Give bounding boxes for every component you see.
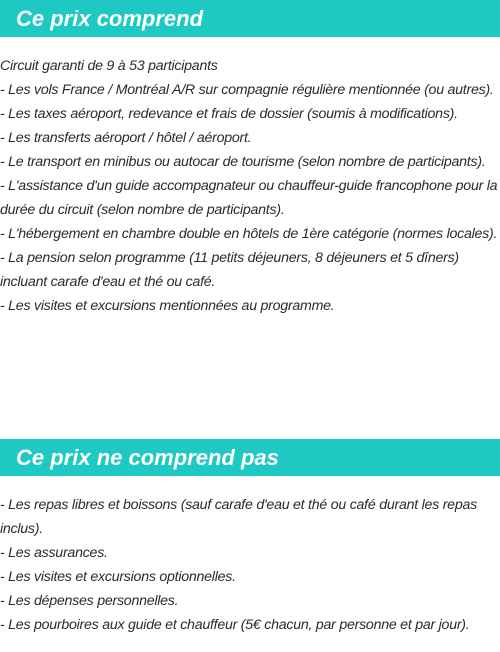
- list-item: - L'hébergement en chambre double en hôtels de 1ère catégorie (normes locales).: [0, 226, 498, 242]
- list-item: - Les transferts aéroport / hôtel / aéroport.: [0, 130, 252, 146]
- list-item: - Les assurances.: [0, 545, 108, 561]
- list-item: - Les dépenses personnelles.: [0, 593, 179, 609]
- excluded-items-list: [0, 493, 500, 637]
- included-items-list: [0, 54, 500, 318]
- list-item: - Les vols France / Montréal A/R sur compagnie régulière mentionnée (ou autres).: [0, 82, 494, 98]
- list-item: - Les repas libres et boissons (sauf carafe d'eau et thé ou café durant les repas inclus).: [0, 497, 477, 537]
- list-item: - L'assistance d'un guide accompagnateur ou chauffeur-guide francophone pour la durée du circuit (selon nombre de participants).: [0, 178, 498, 218]
- list-item: - Le transport en minibus ou autocar de tourisme (selon nombre de participants).: [0, 154, 486, 170]
- list-item: Circuit garanti de 9 à 53 participants: [0, 58, 218, 74]
- list-item: - Les visites et excursions optionnelles.: [0, 569, 236, 585]
- excluded-section-title: Ce prix ne comprend pas: [0, 439, 500, 476]
- list-item: - Les pourboires aux guide et chauffeur (5€ chacun, par personne et par jour).: [0, 617, 470, 633]
- list-item: - Les visites et excursions mentionnées au programme.: [0, 298, 335, 314]
- list-item: - La pension selon programme (11 petits déjeuners, 8 déjeuners et 5 dîners) incluant carafe d'eau et thé ou café.: [0, 250, 459, 290]
- included-section-title: Ce prix comprend: [0, 0, 500, 37]
- list-item: - Les taxes aéroport, redevance et frais de dossier (soumis à modifications).: [0, 106, 458, 122]
